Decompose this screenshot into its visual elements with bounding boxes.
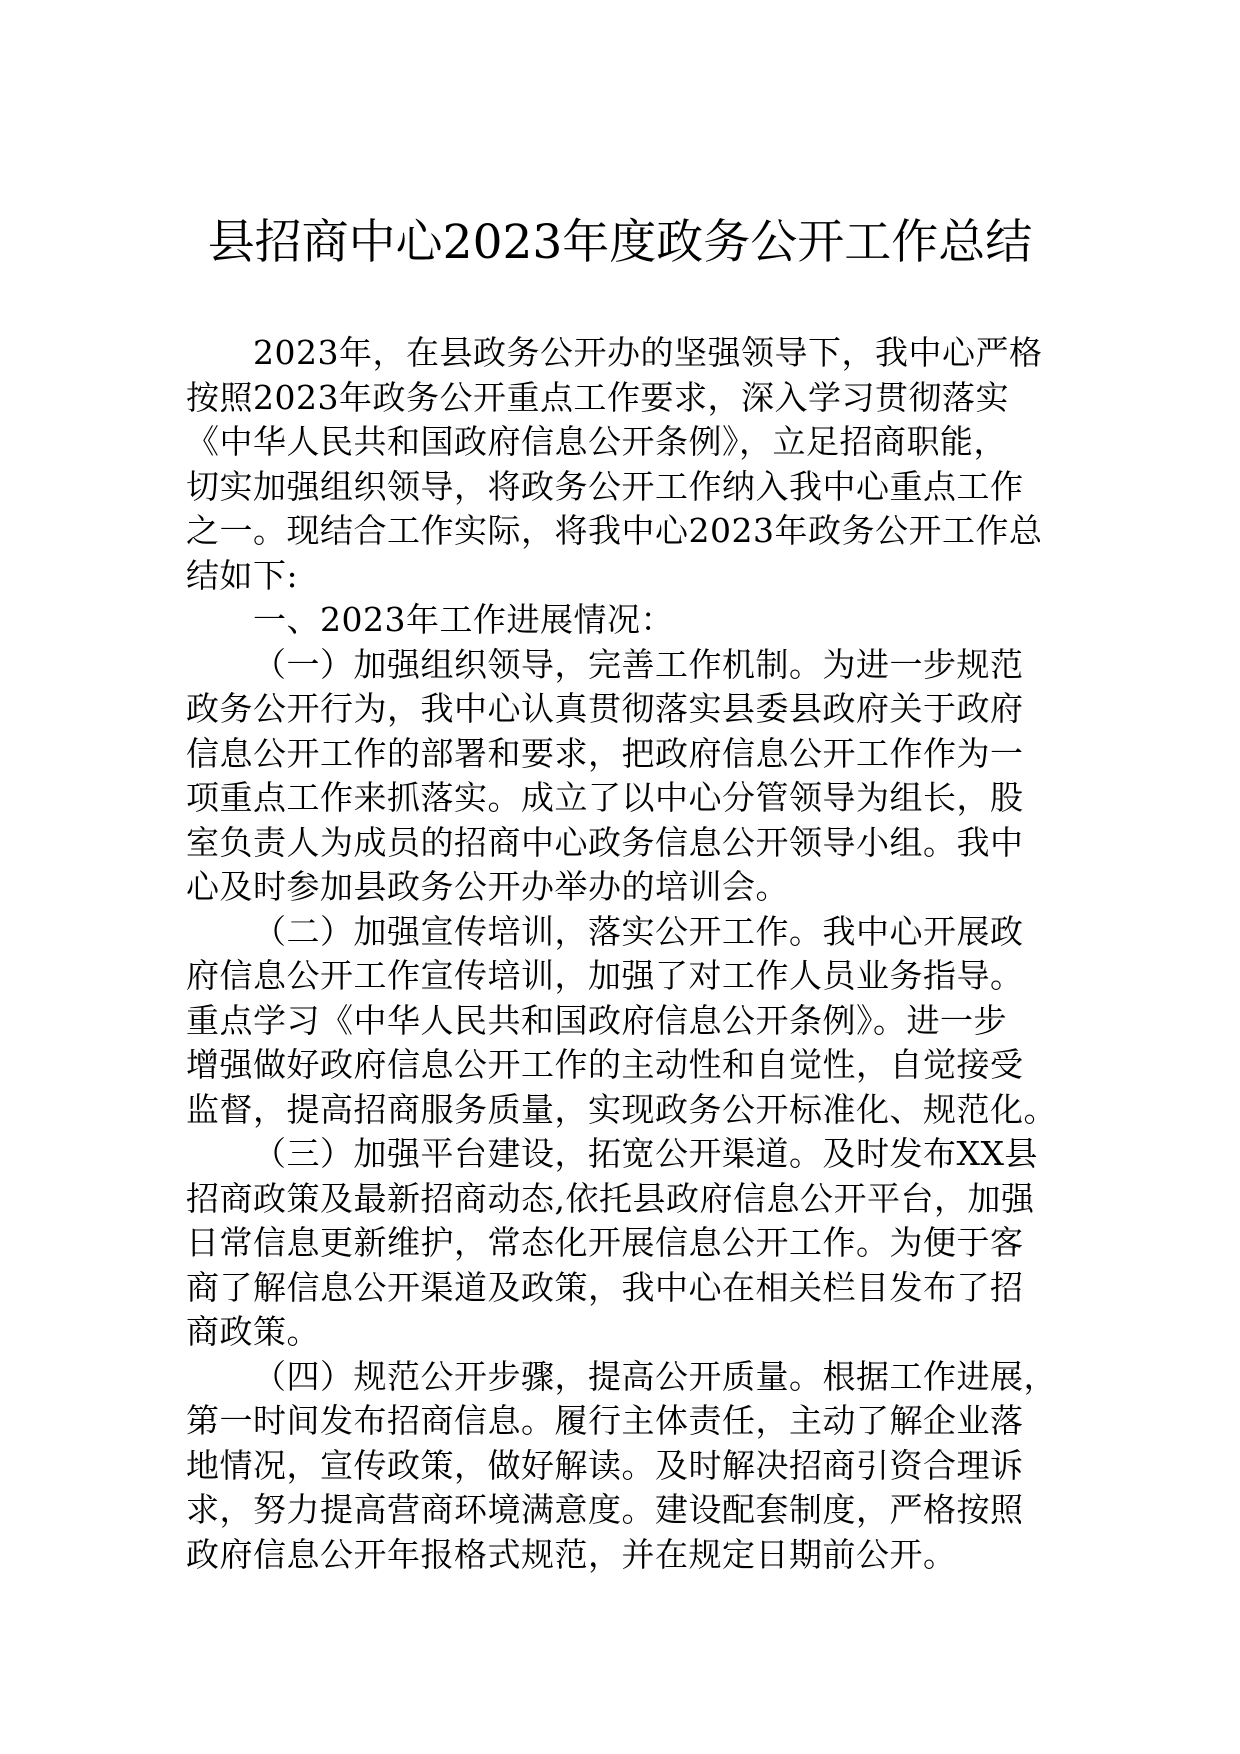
text-line: 日常信息更新维护，常态化开展信息公开工作。为便于客 xyxy=(186,1223,1024,1262)
text-line: 一、2023年工作进展情况： xyxy=(253,600,674,639)
text-line: 《中华人民共和国政府信息公开条例》，立足招商职能， xyxy=(186,422,1007,461)
text-line: 结如下: xyxy=(186,555,299,595)
text-line: 增强做好政府信息公开工作的主动性和自觉性，自觉接受 xyxy=(186,1045,1024,1084)
text-line: （一）加强组织领导，完善工作机制。为进一步规范 xyxy=(253,644,1024,684)
text-line: 信息公开工作的部署和要求，把政府信息公开工作作为一 xyxy=(186,733,1024,773)
text-line: 商政策。 xyxy=(186,1312,320,1351)
text-line: 政务公开行为，我中心认真贯彻落实县委县政府关于政府 xyxy=(186,689,1024,728)
text-line: 地情况，宣传政策，做好解读。及时解决招商引资合理诉 xyxy=(186,1445,1024,1485)
text-line: 重点学习《中华人民共和国政府信息公开条例》。进一步 xyxy=(186,1000,1007,1040)
text-line: 求，努力提高营商环境满意度。建设配套制度，严格按照 xyxy=(186,1490,1024,1529)
text-line: 切实加强组织领导，将政务公开工作纳入我中心重点工作 xyxy=(186,466,1024,506)
text-line: 室负责人为成员的招商中心政务信息公开领导小组。我中 xyxy=(186,822,1024,862)
text-line: 心及时参加县政务公开办举办的培训会。 xyxy=(186,867,789,906)
text-line: 政府信息公开年报格式规范，并在规定日期前公开。 xyxy=(186,1534,957,1574)
text-line: 第一时间发布招商信息。履行主体责任，主动了解企业落 xyxy=(186,1401,1024,1440)
text-line: 项重点工作来抓落实。成立了以中心分管领导为组长，股 xyxy=(186,778,1024,817)
text-line: 招商政策及最新招商动态,依托县政府信息公开平台，加强 xyxy=(186,1178,1035,1218)
text-line: 商了解信息公开渠道及政策，我中心在相关栏目发布了招 xyxy=(186,1267,1024,1307)
text-line: 监督，提高招商服务质量，实现政务公开标准化、规范化。 xyxy=(186,1089,1057,1129)
document-title: 县招商中心2023年度政务公开工作总结 xyxy=(207,215,1033,270)
text-line: 府信息公开工作宣传培训，加强了对工作人员业务指导。 xyxy=(186,956,1024,995)
text-line: （三）加强平台建设，拓宽公开渠道。及时发布XX县 xyxy=(253,1134,1038,1173)
text-line: 2023年，在县政务公开办的坚强领导下，我中心严格 xyxy=(253,333,1043,372)
text-line: 按照2023年政务公开重点工作要求，深入学习贯彻落实 xyxy=(186,377,1009,417)
text-line: 之一。现结合工作实际，将我中心2023年政务公开工作总 xyxy=(186,511,1043,550)
text-line: （四）规范公开步骤，提高公开质量。根据工作进展， xyxy=(253,1356,1057,1396)
text-line: （二）加强宣传培训，落实公开工作。我中心开展政 xyxy=(253,911,1024,951)
document-body xyxy=(186,331,1066,1577)
